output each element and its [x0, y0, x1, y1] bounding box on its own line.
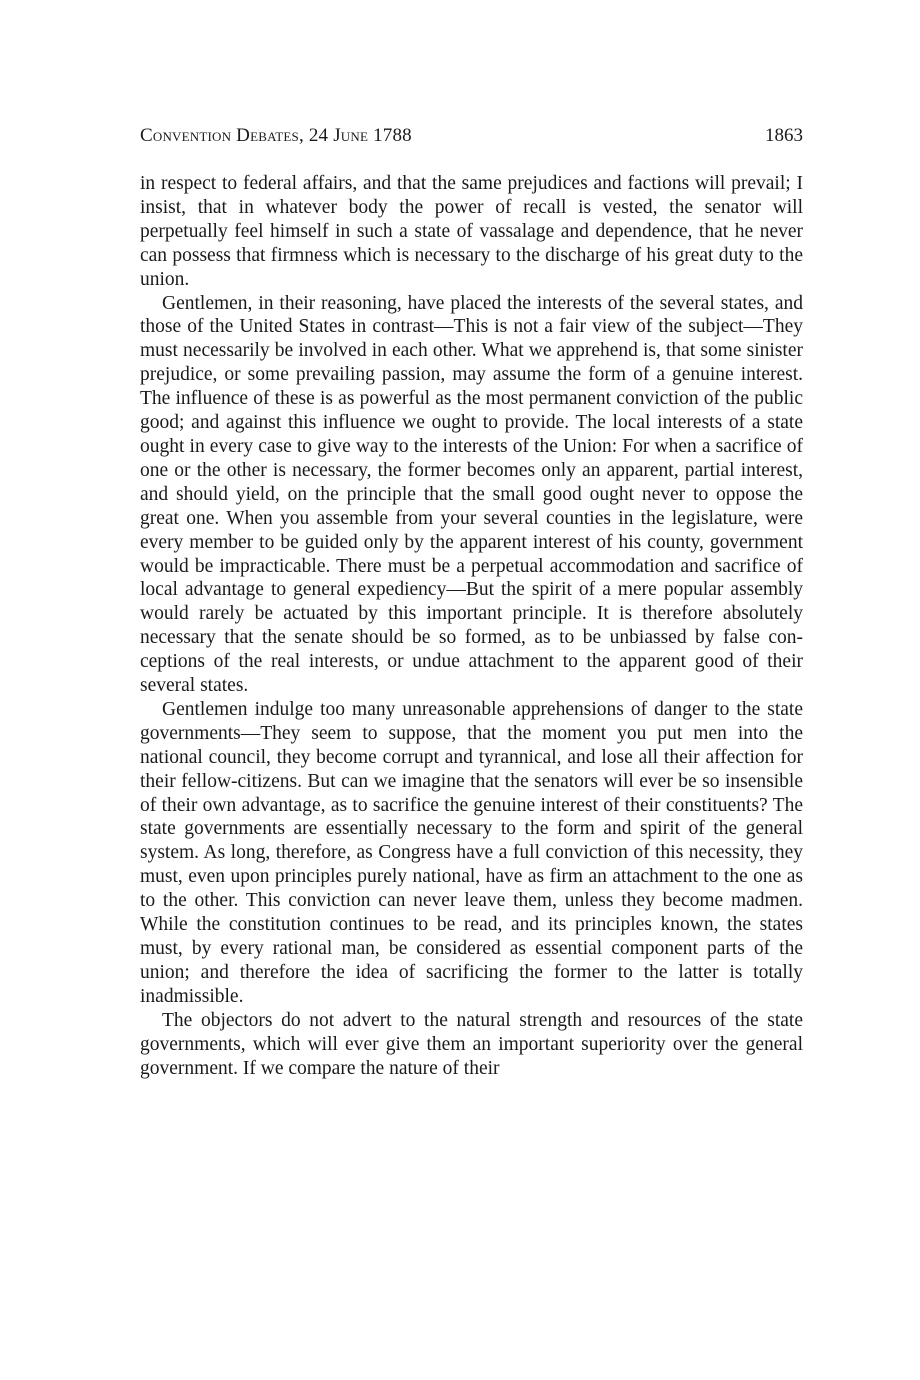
- running-head: [140, 124, 803, 148]
- paragraph: in respect to federal affairs, and that the same prejudices and factions will prevail; I insist, that in whatever body the power of recall is vested, the senator will perpetually feel himself in such a state of vassalage and dependence, that he never can possess that firmness which is necessary to the discharge of his great duty to the union.: [140, 173, 803, 290]
- paragraph: Gentlemen, in their reasoning, have placed the interests of the several states, and those of the United States in contrast—This is not a fair view of the subject—They must necessarily be involved in each other. What we apprehend is, that some sinister prejudice, or some prevailing passion, may assume the form of a genuine interest. The influence of these is as powerful as the most permanent conviction of the public good; and against this influence we ought to provide. The local interests of a state ought in every case to give way to the interests of the Union: For when a sacrifice of one or the other is necessary, the former becomes only an apparent, partial interest, and should yield, on the principle that the small good ought never to oppose the great one. When you assemble from your several counties in the legislature, were every member to be guided only by the apparent interest of his county, government would be impracticable. There must be a perpetual accommodation and sacrifice of local advantage to general expediency—But the spirit of a mere popular assembly would rarely be actuated by this important principle. It is therefore absolutely necessary that the senate should be so formed, as to be unbiassed by false conceptions of the real interests, or undue attachment to the apparent good of their several states.: [140, 292, 803, 697]
- body-text: [140, 172, 803, 1080]
- page-number: 1863: [765, 125, 803, 146]
- running-title: Convention Debates, 24 June 1788: [140, 125, 412, 146]
- paragraph: The objectors do not advert to the natural strength and resources of the state governments, which will ever give them an important superiority over the general government. If we compare the nature of their: [140, 1009, 803, 1079]
- paragraph: Gentlemen indulge too many unreasonable apprehensions of danger to the state governments—They seem to suppose, that the moment you put men into the national council, they become corrupt and tyrannical, and lose all their affection for their fellow-citizens. But can we imagine that the senators will ever be so insensible of their own advantage, as to sacrifice the genuine interest of their constituents? The state governments are essentially necessary to the form and spirit of the general system. As long, therefore, as Congress have a full conviction of this necessity, they must, even upon principles purely national, have as firm an attachment to the one as to the other. This conviction can never leave them, unless they become madmen. While the constitution continues to be read, and its principles known, the states must, by every rational man, be considered as essential component parts of the union; and therefore the idea of sacrificing the former to the latter is totally inadmissible.: [140, 698, 803, 1007]
